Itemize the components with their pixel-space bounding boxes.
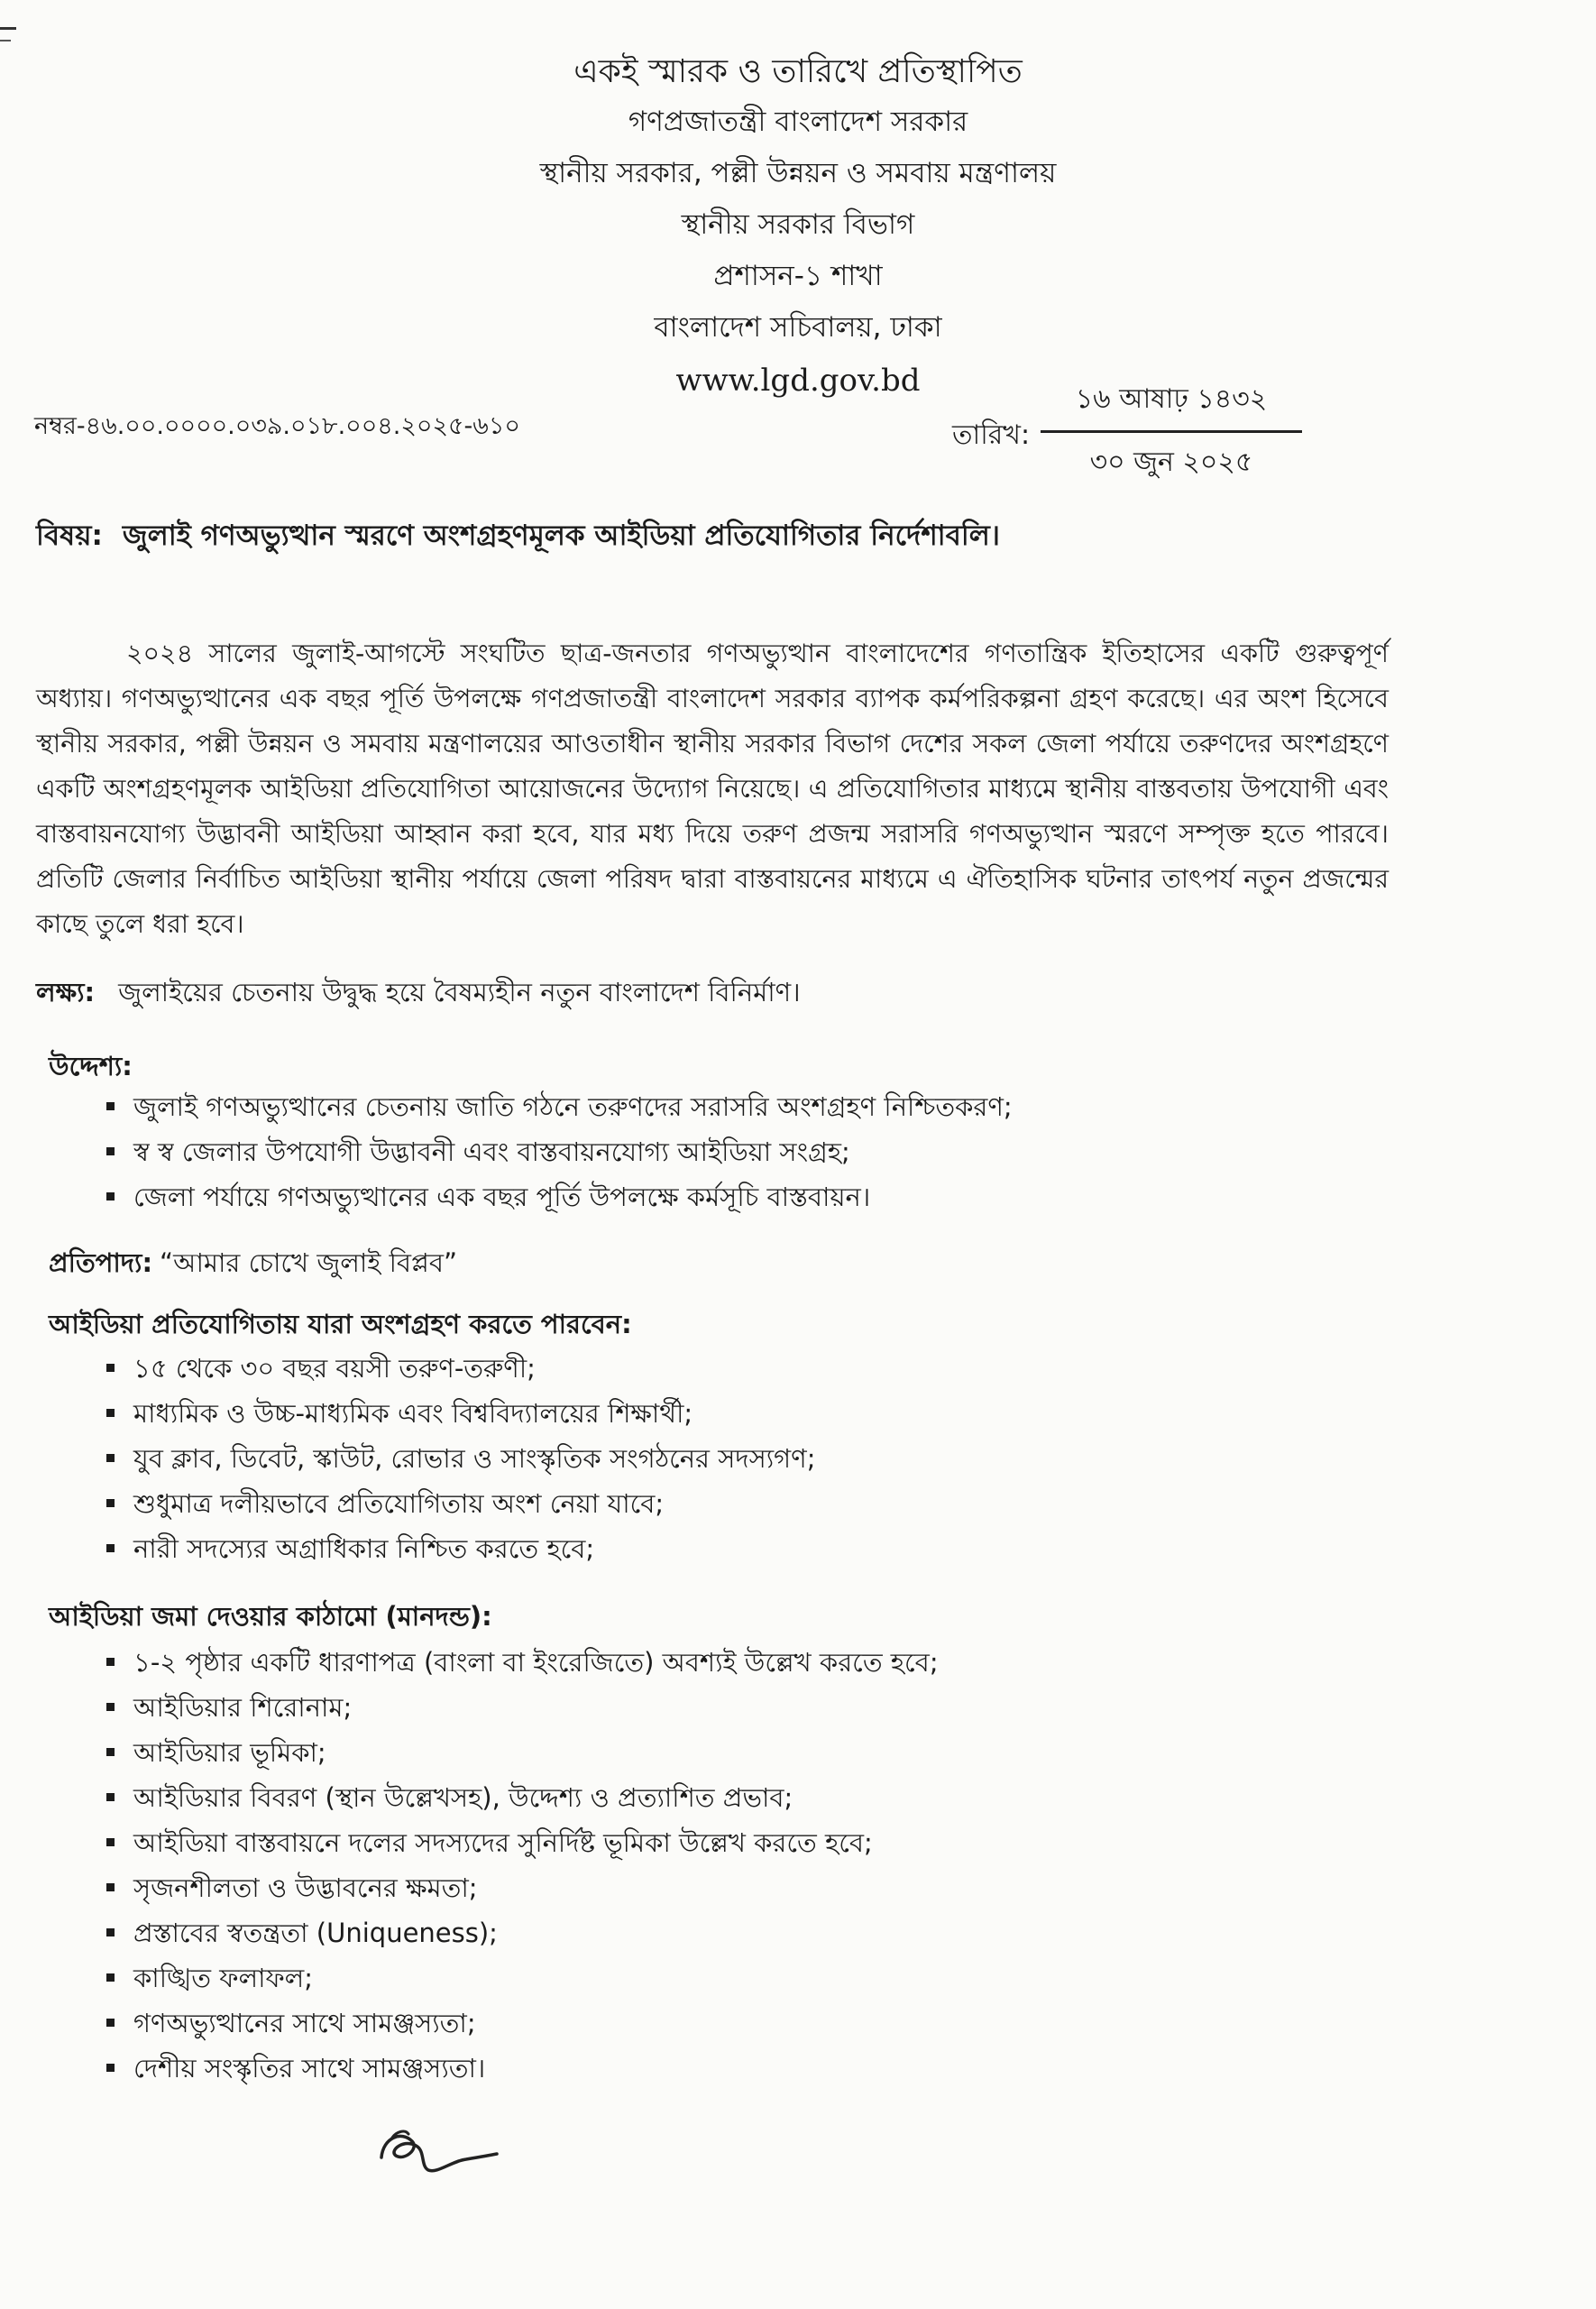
subject-label: বিষয়: xyxy=(36,520,103,552)
goal-label: লক্ষ্য: xyxy=(36,977,96,1007)
list-item: জুলাই গণঅভ্যুত্থানের চেতনায় জাতি গঠনে তরুণদের সরাসরি অংশগ্রহণ নিশ্চিতকরণ; xyxy=(101,1084,1013,1129)
list-item: স্ব স্ব জেলার উপযোগী উদ্ভাবনী এবং বাস্তবায়নযোগ্য আইডিয়া সংগ্রহ; xyxy=(101,1129,1013,1174)
fold-mark-secondary xyxy=(0,40,11,41)
theme-text: “আমার চোখে জুলাই বিপ্লব” xyxy=(160,1247,457,1278)
list-item: প্রস্তাবের স্বতন্ত্রতা (Uniqueness); xyxy=(101,1910,939,1955)
subject-text: জুলাই গণঅভ্যুত্থান স্মরণে অংশগ্রহণমূলক আইডিয়া প্রতিযোগিতার নির্দেশাবলি। xyxy=(122,520,1000,552)
letterhead-division: স্থানীয় সরকার বিভাগ xyxy=(681,208,915,241)
fold-mark xyxy=(0,27,16,30)
list-item: আইডিয়া বাস্তবায়নে দলের সদস্যদের সুনির্দিষ্ট ভূমিকা উল্লেখ করতে হবে; xyxy=(101,1820,939,1865)
list-item: নারী সদস্যের অগ্রাধিকার নিশ্চিত করতে হবে; xyxy=(101,1526,816,1571)
eligibility-title: আইডিয়া প্রতিযোগিতায় যারা অংশগ্রহণ করতে পারবেন: xyxy=(49,1309,632,1339)
letterhead-government: গণপ্রজাতন্ত্রী বাংলাদেশ সরকার xyxy=(628,106,968,138)
theme-label: প্রতিপাদ্য: xyxy=(49,1247,153,1278)
list-item: গণঅভ্যুত্থানের সাথে সামঞ্জস্যতা; xyxy=(101,2001,939,2046)
submission-list xyxy=(101,1640,939,2091)
list-item: আইডিয়ার ভূমিকা; xyxy=(101,1730,939,1775)
reissue-note: একই স্মারক ও তারিখে প্রতিস্থাপিত xyxy=(573,53,1023,90)
letterhead-ministry: স্থানীয় সরকার, পল্লী উন্নয়ন ও সমবায় মন্ত্রণালয় xyxy=(539,157,1057,189)
date-stack xyxy=(1041,377,1302,486)
list-item: ১৫ থেকে ৩০ বছর বয়সী তরুণ-তরুণী; xyxy=(101,1346,816,1391)
objectives-list xyxy=(101,1084,1013,1219)
submission-title: আইডিয়া জমা দেওয়ার কাঠামো (মানদন্ড): xyxy=(49,1601,492,1632)
letterhead-branch: প্রশাসন-১ শাখা xyxy=(713,260,883,292)
memo-number: নম্বর-৪৬.০০.০০০০.০৩৯.০১৮.০০৪.২০২৫-৬১০ xyxy=(34,412,520,440)
letterhead-website: www.lgd.gov.bd xyxy=(675,363,921,399)
list-item: জেলা পর্যায়ে গণঅভ্যুত্থানের এক বছর পূর্তি উপলক্ষে কর্মসূচি বাস্তবায়ন। xyxy=(101,1174,1013,1219)
list-item: শুধুমাত্র দলীয়ভাবে প্রতিযোগিতায় অংশ নেয়া যাবে; xyxy=(101,1481,816,1526)
list-item: ১-২ পৃষ্ঠার একটি ধারণাপত্র (বাংলা বা ইংরেজিতে) অবশ্যই উল্লেখ করতে হবে; xyxy=(101,1640,939,1685)
list-item: আইডিয়ার শিরোনাম; xyxy=(101,1685,939,1730)
goal-text: জুলাইয়ের চেতনায় উদ্বুদ্ধ হয়ে বৈষম্যহীন নতুন বাংলাদেশ বিনির্মাণ। xyxy=(118,977,801,1007)
letterhead-address: বাংলাদেশ সচিবালয়, ঢাকা xyxy=(654,311,942,344)
theme-line xyxy=(49,1243,457,1287)
list-item: দেশীয় সংস্কৃতির সাথে সামঞ্জস্যতা। xyxy=(101,2046,939,2091)
eligibility-list xyxy=(101,1346,816,1571)
subject-line xyxy=(36,514,1000,561)
date-bangla-calendar: ১৬ আষাঢ় ১৪৩২ xyxy=(1041,377,1302,433)
list-item: কাঙ্খিত ফলাফল; xyxy=(101,1955,939,2001)
list-item: মাধ্যমিক ও উচ্চ-মাধ্যমিক এবং বিশ্ববিদ্যালয়ের শিক্ষার্থী; xyxy=(101,1391,816,1436)
list-item: সৃজনশীলতা ও উদ্ভাবনের ক্ষমতা; xyxy=(101,1865,939,1910)
intro-paragraph: ২০২৪ সালের জুলাই-আগস্টে সংঘটিত ছাত্র-জনতার গণঅভ্যুত্থান বাংলাদেশের গণতান্ত্রিক ইতিহাসের একটি গুরুত্বপূর্ণ অধ্যায়। গণঅভ্যুত্থানের এক বছর পূর্তি উপলক্ষে গণপ্রজাতন্ত্রী বাংলাদেশ সরকার ব্যাপক কর্মপরিকল্পনা গ্রহণ করেছে। এর অংশ হিসেবে স্থানীয় সরকার, পল্লী উন্নয়ন ও সমবায় মন্ত্রণালয়ের আওতাধীন স্থানীয় সরকার বিভাগ দেশের সকল জেলা পর্যায়ে তরুণদের অংশগ্রহণে একটি অংশগ্রহণমূলক আইডিয়া প্রতিযোগিতা আয়োজনের উদ্যোগ নিয়েছে। এ প্রতিযোগিতার মাধ্যমে স্থানীয় বাস্তবতায় উপযোগী এবং বাস্তবায়নযোগ্য উদ্ভাবনী আইডিয়া আহ্বান করা হবে, যার মধ্য দিয়ে তরুণ প্রজন্ম সরাসরি গণঅভ্যুত্থান স্মরণে সম্পৃক্ত হতে পারবে। প্রতিটি জেলার নির্বাচিত আইডিয়া স্থানীয় পর্যায়ে জেলা পরিষদ দ্বারা বাস্তবায়নের মাধ্যমে এ ঐতিহাসিক ঘটনার তাৎপর্য নতুন প্রজন্মের কাছে তুলে ধরা হবে। xyxy=(36,639,1389,939)
date-label: তারিখ: xyxy=(952,419,1031,451)
list-item: আইডিয়ার বিবরণ (স্থান উল্লেখসহ), উদ্দেশ্য ও প্রত্যাশিত প্রভাব; xyxy=(101,1775,939,1820)
objectives-title: উদ্দেশ্য: xyxy=(49,1051,133,1081)
list-item: যুব ক্লাব, ডিবেট, স্কাউট, রোভার ও সাংস্কৃতিক সংগঠনের সদস্যগণ; xyxy=(101,1436,816,1481)
signature-mark xyxy=(365,2111,500,2192)
goal-line xyxy=(36,972,801,1017)
date-gregorian: ৩০ জুন ২০২৫ xyxy=(1089,446,1253,478)
